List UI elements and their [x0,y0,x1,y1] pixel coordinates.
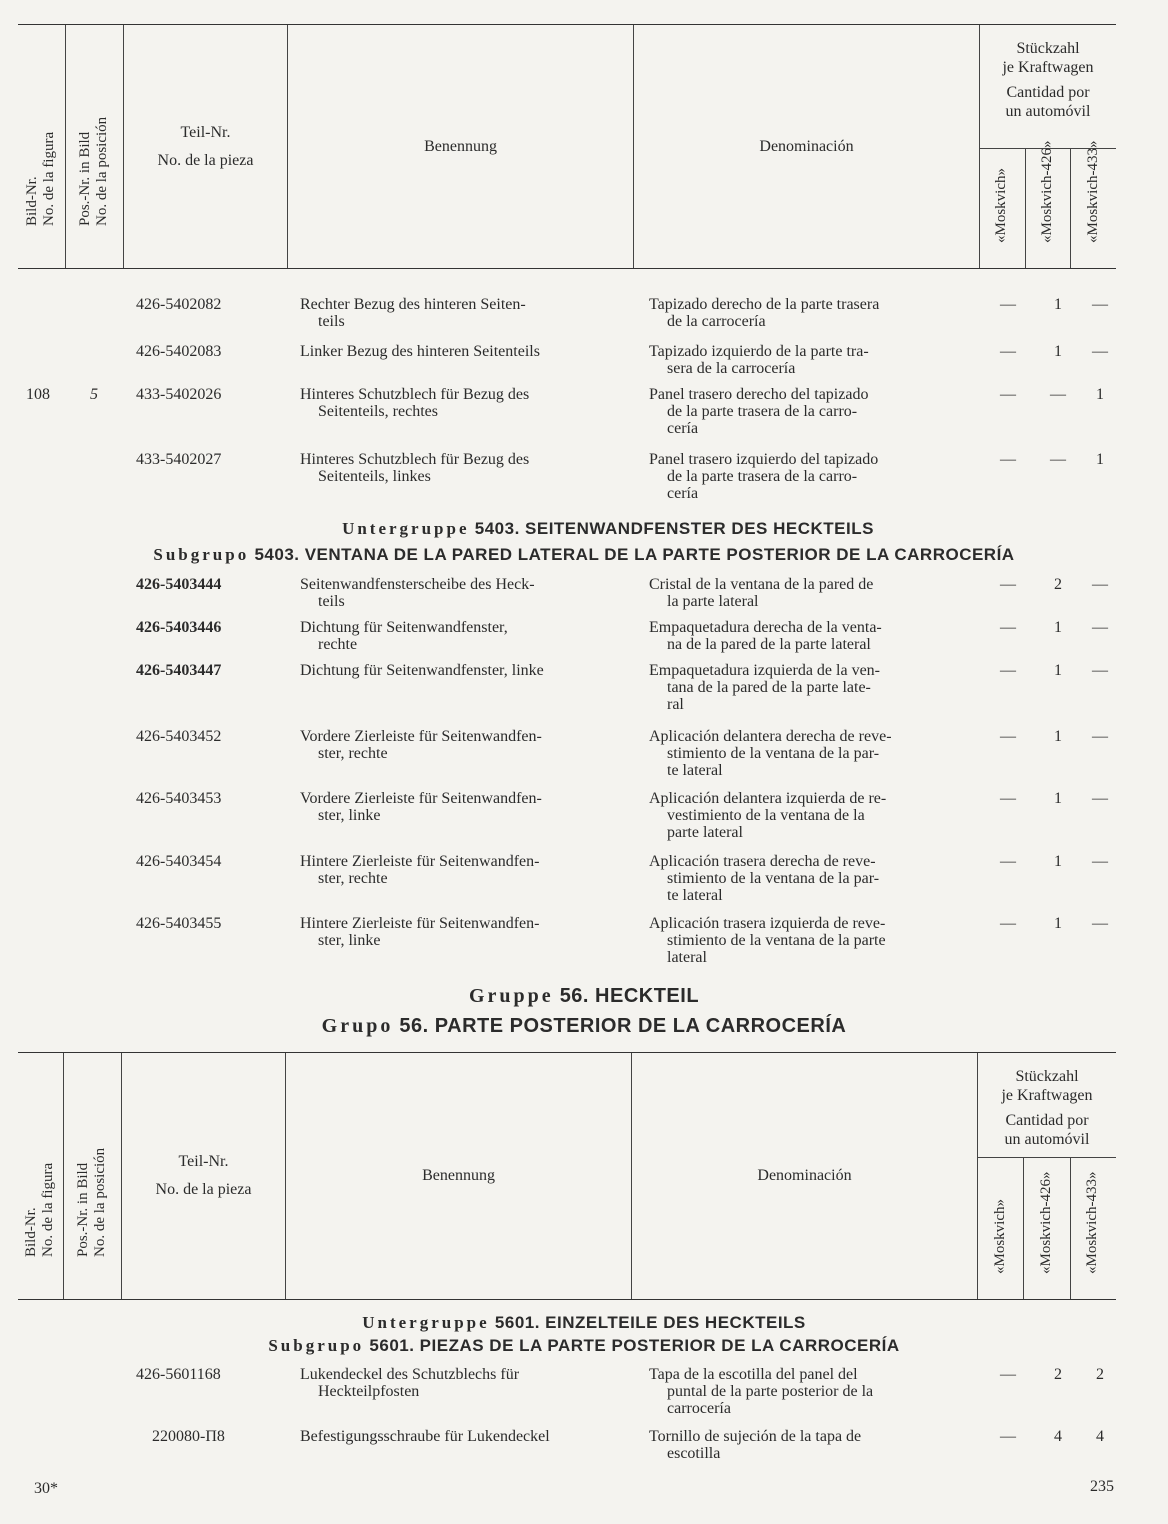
subgroup-heading-es: Subgrupo 5601. PIEZAS DE LA PARTE POSTERIOR DE LA CARROCERÍA [268,1336,900,1355]
qty-moskvich: — [1000,296,1016,313]
col-part-number [124,25,288,268]
col-denominacion [632,1053,978,1299]
spanish-name: Empaquetadura izquierda de la ven- tana de la pared de la parte late- ral [649,662,880,713]
german-name: Dichtung für Seitenwandfenster, linke [300,662,544,679]
qty-label: un automóvil [1005,103,1091,120]
german-name: Vordere Zierleiste für Seitenwandfen- ster, linke [300,790,542,824]
qty-433: 1 [1096,451,1104,468]
part-number: 426-5403454 [136,853,222,870]
part-number: 220080-П8 [152,1428,225,1445]
part-number: 433-5402026 [136,386,222,403]
german-name: Befestigungsschraube für Lukendeckel [300,1428,550,1445]
model-moskvich-433 [1071,140,1116,268]
qty-426: 4 [1054,1428,1062,1445]
qty-433: — [1092,619,1108,636]
qty-433: — [1092,790,1108,807]
part-number: 426-5403444 [136,576,222,593]
col-denominacion [634,25,980,268]
table-header [18,1052,1116,1300]
spanish-name: Aplicación delantera izquierda de re- vestimiento de la ventana de la parte lateral [649,790,887,841]
col-label: Teil-Nr. [180,123,231,141]
model-label: «Moskvich-433» [1084,1171,1101,1274]
col-position-number [66,25,124,268]
col-quantity [980,25,1116,268]
col-label: Bild-Nr. [22,1207,39,1257]
qty-433: 2 [1096,1366,1104,1383]
qty-label: un automóvil [1004,1131,1090,1148]
qty-moskvich: — [1000,451,1016,468]
qty-moskvich: — [1000,1428,1016,1445]
col-label: No. de la figura [40,131,57,226]
col-label: Pos.-Nr. in Bild [74,1162,91,1257]
col-part-number [122,1053,286,1299]
model-label: «Moskvich-426» [1037,1171,1054,1274]
part-number: 433-5402027 [136,451,222,468]
col-label: Pos.-Nr. in Bild [76,131,93,226]
spanish-name: Aplicación delantera derecha de reve- stimiento de la ventana de la par- te lateral [649,728,892,779]
subgroup-heading-de: Untergruppe 5601. EINZELTEILE DES HECKTEILS [362,1313,806,1332]
quantity-title [980,25,1116,149]
col-label: Denominación [759,137,854,155]
group-heading-es: Grupo 56. PARTE POSTERIOR DE LA CARROCERÍA [321,1015,847,1037]
part-number: 426-5402082 [136,296,222,313]
qty-433: — [1092,853,1108,870]
qty-moskvich: — [1000,619,1016,636]
model-moskvich [980,149,1026,268]
qty-moskvich: — [1000,728,1016,745]
qty-moskvich: — [1000,853,1016,870]
position-number: 5 [90,386,98,403]
qty-426: 1 [1054,790,1062,807]
col-quantity [978,1053,1116,1299]
figure-number: 108 [26,386,50,403]
part-number: 426-5403455 [136,915,222,932]
spanish-name: Panel trasero izquierdo del tapizado de la parte trasera de la carro- cería [649,451,879,502]
qty-426: 1 [1054,619,1062,636]
model-moskvich-426 [1026,140,1072,268]
quantity-title [978,1053,1116,1158]
spanish-name: Empaquetadura derecha de la venta- na de la pared de la parte lateral [649,619,882,653]
qty-433: — [1092,343,1108,360]
col-label: Denominación [757,1167,852,1184]
part-number: 426-5402083 [136,343,222,360]
model-moskvich-433 [1071,1158,1116,1299]
spanish-name: Tapizado derecho de la parte trasera de la carrocería [649,296,880,330]
qty-426: 2 [1054,1366,1062,1383]
col-benennung [286,1053,632,1299]
qty-label: Stückzahl [1015,1068,1079,1085]
part-number: 426-5601168 [136,1366,221,1383]
qty-label: Stückzahl [1016,40,1080,57]
col-label: Bild-Nr. [23,176,40,226]
german-name: Rechter Bezug des hinteren Seiten- teils [300,296,526,330]
part-number: 426-5403452 [136,728,222,745]
spanish-name: Aplicación trasera derecha de reve- stimiento de la ventana de la par- te lateral [649,853,880,904]
qty-433: 1 [1096,386,1104,403]
german-name: Seitenwandfensterscheibe des Heck- teils [300,576,535,610]
qty-moskvich: — [1000,790,1016,807]
spanish-name: Tapizado izquierdo de la parte tra- sera de la carrocería [649,343,869,377]
model-label: «Moskvich-426» [1039,140,1055,243]
spanish-name: Tornillo de sujeción de la tapa de escotilla [649,1428,862,1462]
qty-433: — [1092,915,1108,932]
german-name: Vordere Zierleiste für Seitenwandfen- ster, rechte [300,728,542,762]
qty-426: — [1050,451,1066,468]
group-heading-de: Gruppe 56. HECKTEIL [468,985,700,1007]
model-label: «Moskvich-433» [1084,140,1101,243]
model-label: «Moskvich» [991,1199,1008,1274]
qty-426: 2 [1054,576,1062,593]
qty-moskvich: — [1000,1366,1016,1383]
german-name: Hintere Zierleiste für Seitenwandfen- ster, rechte [300,853,540,887]
qty-433: 4 [1096,1428,1104,1445]
qty-433: — [1092,576,1108,593]
model-label: «Moskvich» [993,168,1010,243]
part-number: 426-5403453 [136,790,222,807]
qty-426: 1 [1054,915,1062,932]
qty-433: — [1092,728,1108,745]
col-label: No. de la posición [93,116,110,226]
col-label: No. de la posición [91,1147,108,1257]
spanish-name: Tapa de la escotilla del panel del puntal de la parte posterior de la carrocería [649,1366,874,1417]
col-label: Benennung [424,137,497,155]
col-position-number [64,1053,122,1299]
qty-426: 1 [1054,853,1062,870]
col-label: Benennung [422,1167,495,1184]
table-header [18,24,1116,269]
col-figure-number [18,25,66,268]
qty-426: 1 [1054,343,1062,360]
german-name: Hinteres Schutzblech für Bezug des Seitenteils, rechtes [300,386,530,420]
qty-label: Cantidad por [1005,1112,1089,1129]
qty-moskvich: — [1000,386,1016,403]
spanish-name: Cristal de la ventana de la pared de la parte lateral [649,576,874,610]
signature-mark: 30* [34,1480,58,1497]
part-number: 426-5403446 [136,619,222,636]
page-number: 235 [1090,1478,1114,1495]
qty-moskvich: — [1000,343,1016,360]
qty-426: — [1050,386,1066,403]
qty-426: 1 [1054,662,1062,679]
col-label: No. de la pieza [155,1181,252,1198]
german-name: Hinteres Schutzblech für Bezug des Seitenteils, linkes [300,451,530,485]
qty-moskvich: — [1000,576,1016,593]
qty-426: 1 [1054,296,1062,313]
spanish-name: Panel trasero derecho del tapizado de la parte trasera de la carro- cería [649,386,869,437]
qty-label: je Kraftwagen [1002,59,1094,76]
col-label: No. de la figura [39,1162,56,1257]
qty-433: — [1092,296,1108,313]
col-label: No. de la pieza [157,151,254,169]
model-moskvich [978,1158,1024,1299]
subgroup-heading-de: Untergruppe 5403. SEITENWANDFENSTER DES HECKTEILS [342,519,874,538]
german-name: Linker Bezug des hinteren Seitenteils [300,343,540,360]
qty-label: Cantidad por [1006,84,1090,101]
german-name: Dichtung für Seitenwandfenster, rechte [300,619,508,653]
model-moskvich-426 [1024,1158,1070,1299]
spanish-name: Aplicación trasera izquierda de reve- stimiento de la ventana de la parte lateral [649,915,886,966]
german-name: Lukendeckel des Schutzblechs für Heckteilpfosten [300,1366,520,1400]
col-benennung [288,25,634,268]
subgroup-heading-es: Subgrupo 5403. VENTANA DE LA PARED LATERAL DE LA PARTE POSTERIOR DE LA CARROCERÍA [153,545,1015,564]
col-figure-number [18,1053,64,1299]
part-number: 426-5403447 [136,662,222,679]
qty-moskvich: — [1000,915,1016,932]
qty-433: — [1092,662,1108,679]
qty-moskvich: — [1000,662,1016,679]
col-label: Teil-Nr. [178,1153,229,1170]
german-name: Hintere Zierleiste für Seitenwandfen- ster, linke [300,915,540,949]
qty-426: 1 [1054,728,1062,745]
qty-label: je Kraftwagen [1001,1087,1093,1104]
